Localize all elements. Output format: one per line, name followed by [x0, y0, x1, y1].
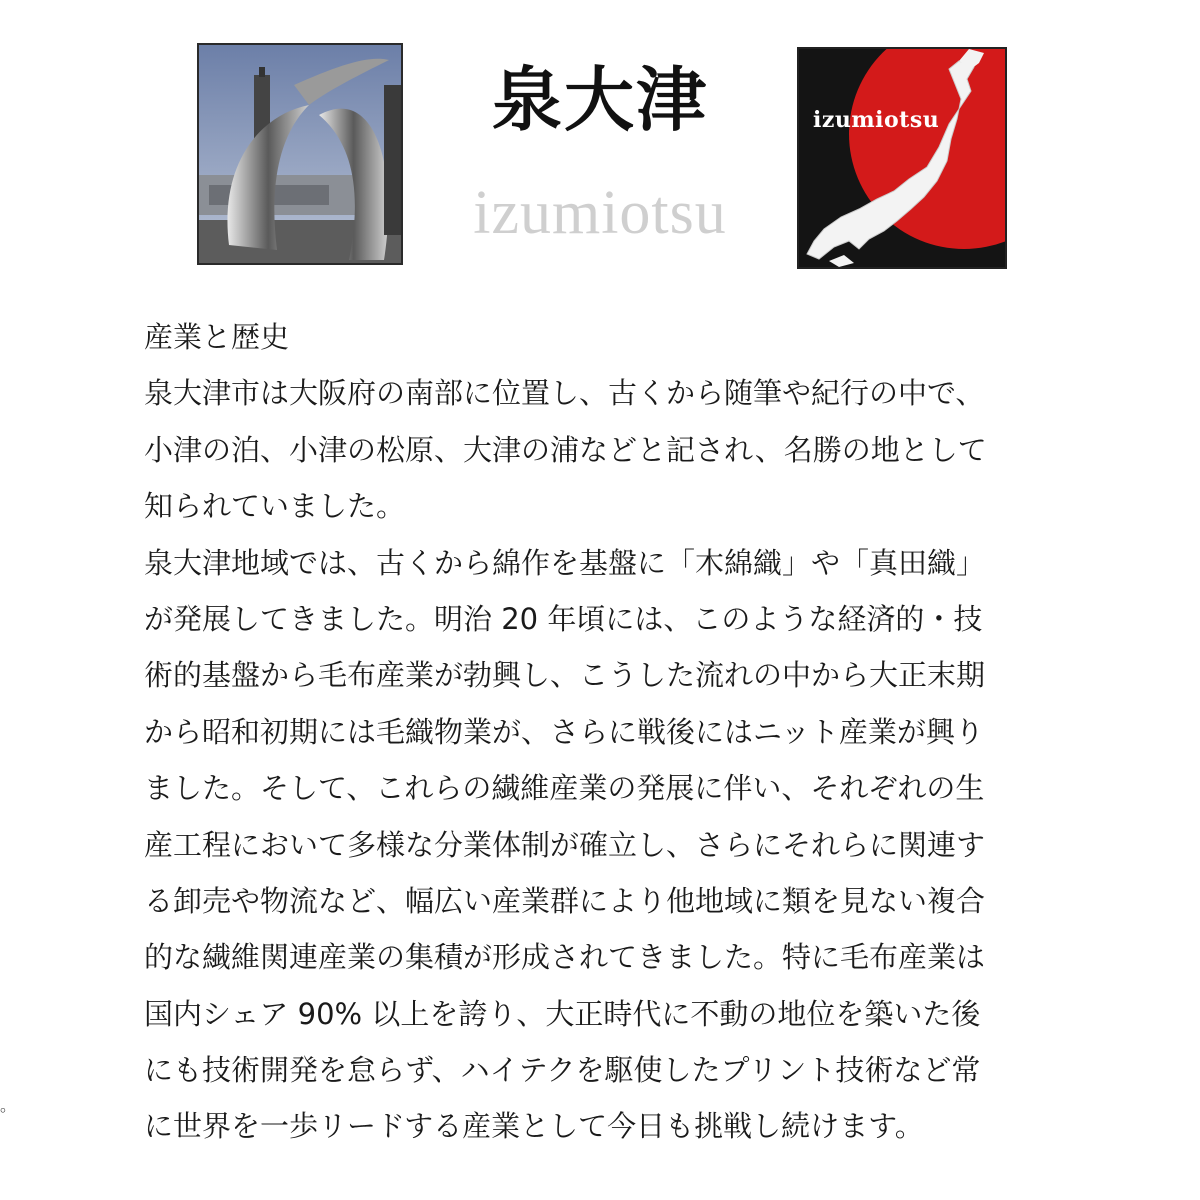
margin-mark: 。 [0, 1096, 17, 1115]
paragraph-line: 国内シェア 90% 以上を誇り、大正時代に不動の地位を築いた後 [144, 996, 981, 1031]
japan-map-rising-sun-icon [799, 49, 1005, 267]
paragraph-line: にも技術開発を怠らず、ハイテクを駆使したプリント技術など常 [144, 1053, 981, 1088]
paragraph-line: 知られていました。 [144, 489, 406, 524]
paragraph-line: 小津の泊、小津の松原、大津の浦などと記され、名勝の地として [144, 432, 987, 467]
paragraph-line: ました。そして、これらの繊維産業の発展に伴い、それぞれの生 [144, 771, 985, 806]
paragraph-line: 泉大津市は大阪府の南部に位置し、古くから随筆や紀行の中で、 [144, 376, 985, 411]
paragraph-line: が発展してきました。明治 20 年頃には、このような経済的・技 [144, 601, 983, 636]
paragraph-line: に世界を一歩リードする産業として今日も挑戦し続けます。 [144, 1109, 924, 1144]
article-body [144, 309, 1084, 1155]
paragraph-line: 泉大津地域では、古くから綿作を基盤に「木綿織」や「真田織」 [144, 545, 986, 580]
logo-text: izumiotsu [813, 107, 940, 133]
paragraph-line: 術的基盤から毛布産業が勃興し、こうした流れの中から大正末期 [144, 658, 986, 693]
paragraph-line: から昭和初期には毛織物業が、さらに戦後にはニット産業が興り [144, 714, 984, 749]
section-heading: 産業と歴史 [144, 320, 290, 354]
page-title: 泉大津 [492, 58, 708, 141]
paragraph-line: る卸売や物流など、幅広い産業群により他地域に類を見ない複合 [144, 883, 986, 918]
monument-photo [197, 43, 403, 265]
paragraph-line: 的な繊維関連産業の集積が形成されてきました。特に毛布産業は [144, 940, 986, 975]
page-subtitle-romaji: izumiotsu [473, 179, 727, 247]
paragraph-line: 産工程において多様な分業体制が確立し、さらにそれらに関連す [144, 827, 986, 862]
monument-photo-icon [199, 45, 401, 263]
izumiotsu-logo [797, 47, 1007, 269]
